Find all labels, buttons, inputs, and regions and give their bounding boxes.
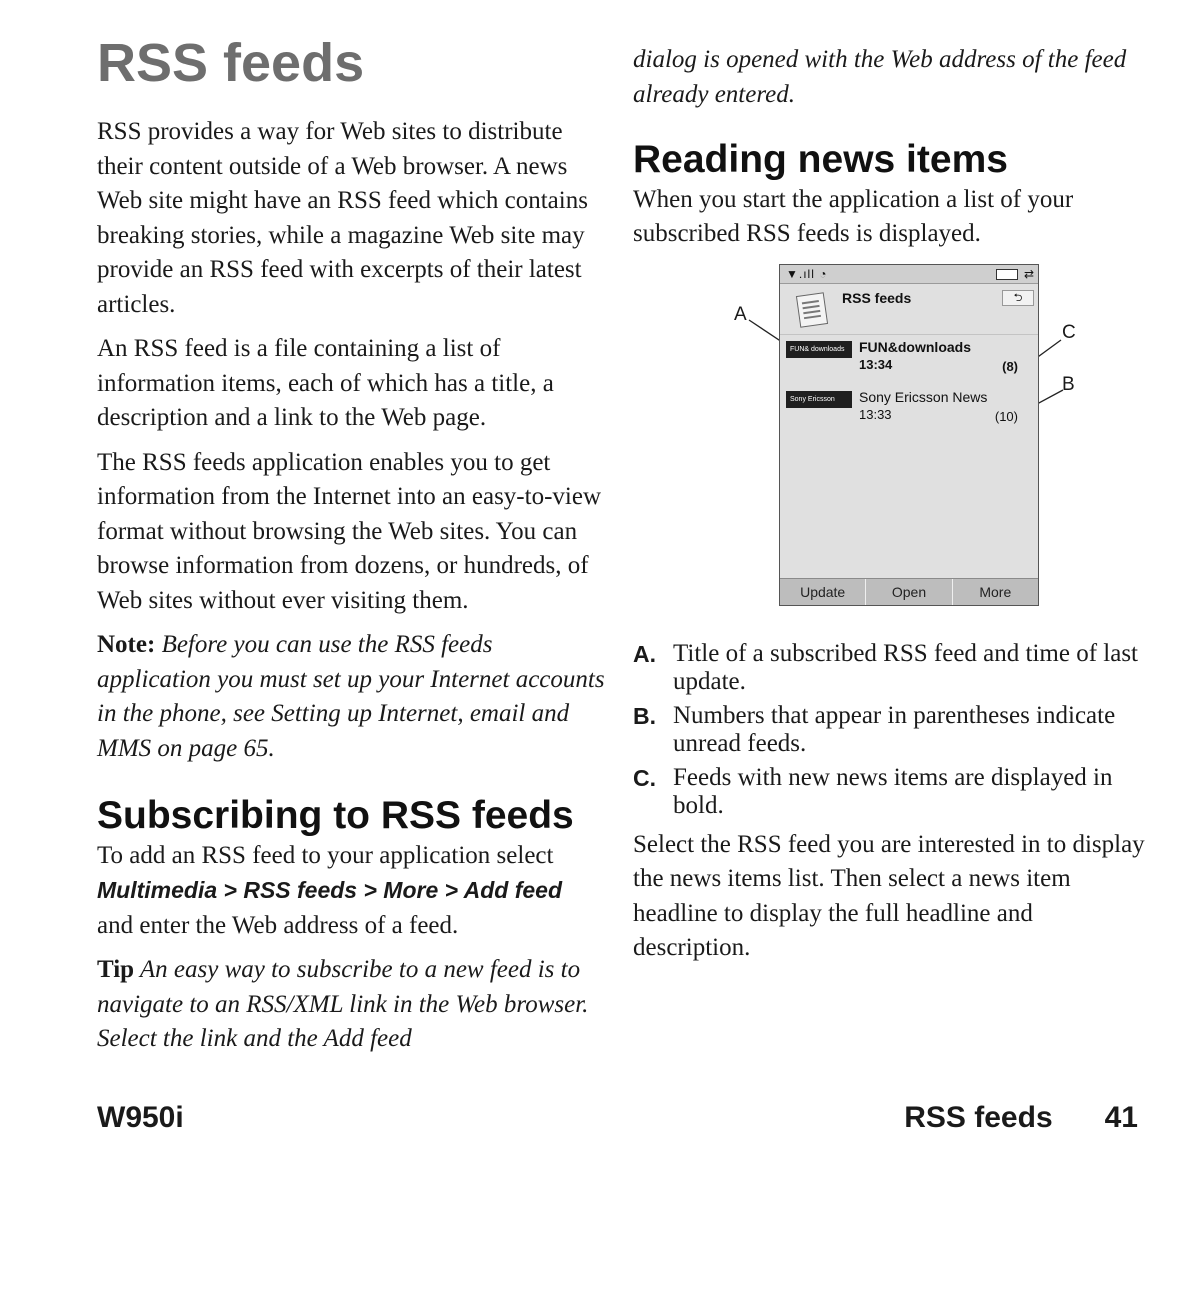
- tip-text: An easy way to subscribe to a new feed is to navigate to an RSS/XML link in the Web browser. Select the link and the Add feed: [97, 956, 589, 1053]
- figure-legend: [633, 640, 1153, 820]
- legend-item: [633, 702, 1153, 758]
- update-button[interactable]: Update: [780, 579, 866, 605]
- legend-key: A.: [633, 640, 656, 667]
- legend-item: [633, 640, 1153, 696]
- legend-item: [633, 764, 1153, 820]
- status-bar: [780, 265, 1038, 284]
- note: [97, 628, 607, 766]
- phone-screenshot-figure: [633, 262, 1153, 622]
- legend-text: Numbers that appear in parentheses indicate unread feeds.: [673, 701, 1116, 757]
- feed-item[interactable]: [786, 387, 1030, 427]
- note-text: Before you can use the RSS feeds application you must set up your Internet accounts in the phone, see Setting up Internet, email and MMS on page 65.: [97, 631, 605, 762]
- app-header: [780, 284, 1038, 335]
- more-button[interactable]: More: [979, 583, 1012, 600]
- feed-logo: FUN& downloads: [786, 341, 852, 358]
- softkey-bar: [780, 578, 1038, 605]
- open-button[interactable]: Open: [866, 579, 952, 605]
- footer-section: [904, 1101, 1138, 1135]
- callout-c: C: [1062, 321, 1076, 343]
- paragraph-application: The RSS feeds application enables you to get information from the Internet into an easy-to-view format without browsing the Web sites. You can browse information from dozens, or hundreds, of Web sites without ever visiting them.: [97, 448, 602, 614]
- battery-icon: [996, 269, 1018, 280]
- paragraph-closing: Select the RSS feed you are interested in to display the news items list. Then select a news item headline to display the full headline and description.: [633, 830, 1145, 962]
- callout-b: B: [1062, 373, 1075, 395]
- page-title: RSS feeds: [97, 33, 365, 93]
- menu-path: Multimedia > RSS feeds > More > Add feed: [97, 877, 563, 904]
- heading-reading: Reading news items: [633, 138, 1008, 181]
- right-column: [633, 43, 1153, 976]
- callout-a: A: [734, 303, 747, 325]
- subscribe-text-2: and enter the Web address of a feed.: [97, 911, 459, 939]
- left-column: [97, 115, 607, 1067]
- footer-section-title: RSS feeds: [904, 1101, 1053, 1134]
- feed-name: FUN&downloads: [859, 338, 971, 355]
- subscribe-text-1: To add an RSS feed to your application select: [97, 841, 554, 869]
- feed-time: 13:33: [859, 406, 892, 422]
- legend-key: B.: [633, 702, 656, 729]
- tip-continuation: dialog is opened with the Web address of the feed already entered.: [633, 46, 1127, 108]
- feed-logo: Sony Ericsson: [786, 391, 852, 408]
- footer-model: W950i: [97, 1101, 184, 1134]
- feed-time: 13:34: [859, 356, 893, 372]
- connection-icon: ⇄: [1023, 266, 1034, 281]
- paragraph-subscribe: [97, 839, 607, 944]
- legend-text: Title of a subscribed RSS feed and time of last update.: [673, 639, 1138, 695]
- paragraph-definition: An RSS feed is a file containing a list of information items, each of which has a title, a description and a link to the Web page.: [97, 335, 554, 431]
- feed-item[interactable]: [786, 337, 1030, 377]
- legend-text: Feeds with new news items are displayed in bold.: [673, 763, 1113, 819]
- feed-unread-count: (10): [994, 408, 1018, 424]
- heading-subscribing: Subscribing to RSS feeds: [97, 794, 574, 837]
- legend-key: C.: [633, 764, 656, 791]
- tip-label: Tip: [97, 956, 135, 984]
- note-label: Note:: [97, 631, 156, 658]
- rss-app-icon: [796, 292, 828, 328]
- back-arrow-icon[interactable]: ⮌: [1002, 290, 1034, 306]
- phone-screen: [779, 264, 1039, 606]
- paragraph-intro: RSS provides a way for Web sites to distribute their content outside of a Web browser. A news Web site might have an RSS feed which contains breaking stories, while a magazine Web site may provide an RSS feed with excerpts of their latest articles.: [97, 118, 588, 318]
- app-title: RSS feeds: [842, 289, 912, 306]
- feed-unread-count: (8): [1002, 358, 1018, 374]
- paragraph-reading-intro: When you start the application a list of your subscribed RSS feeds is displayed.: [633, 185, 1074, 248]
- feed-name: Sony Ericsson News: [859, 388, 988, 405]
- page-number: 41: [1104, 1101, 1138, 1134]
- tip: [97, 953, 607, 1057]
- signal-icon: ▼.ıll ◔: [786, 266, 828, 281]
